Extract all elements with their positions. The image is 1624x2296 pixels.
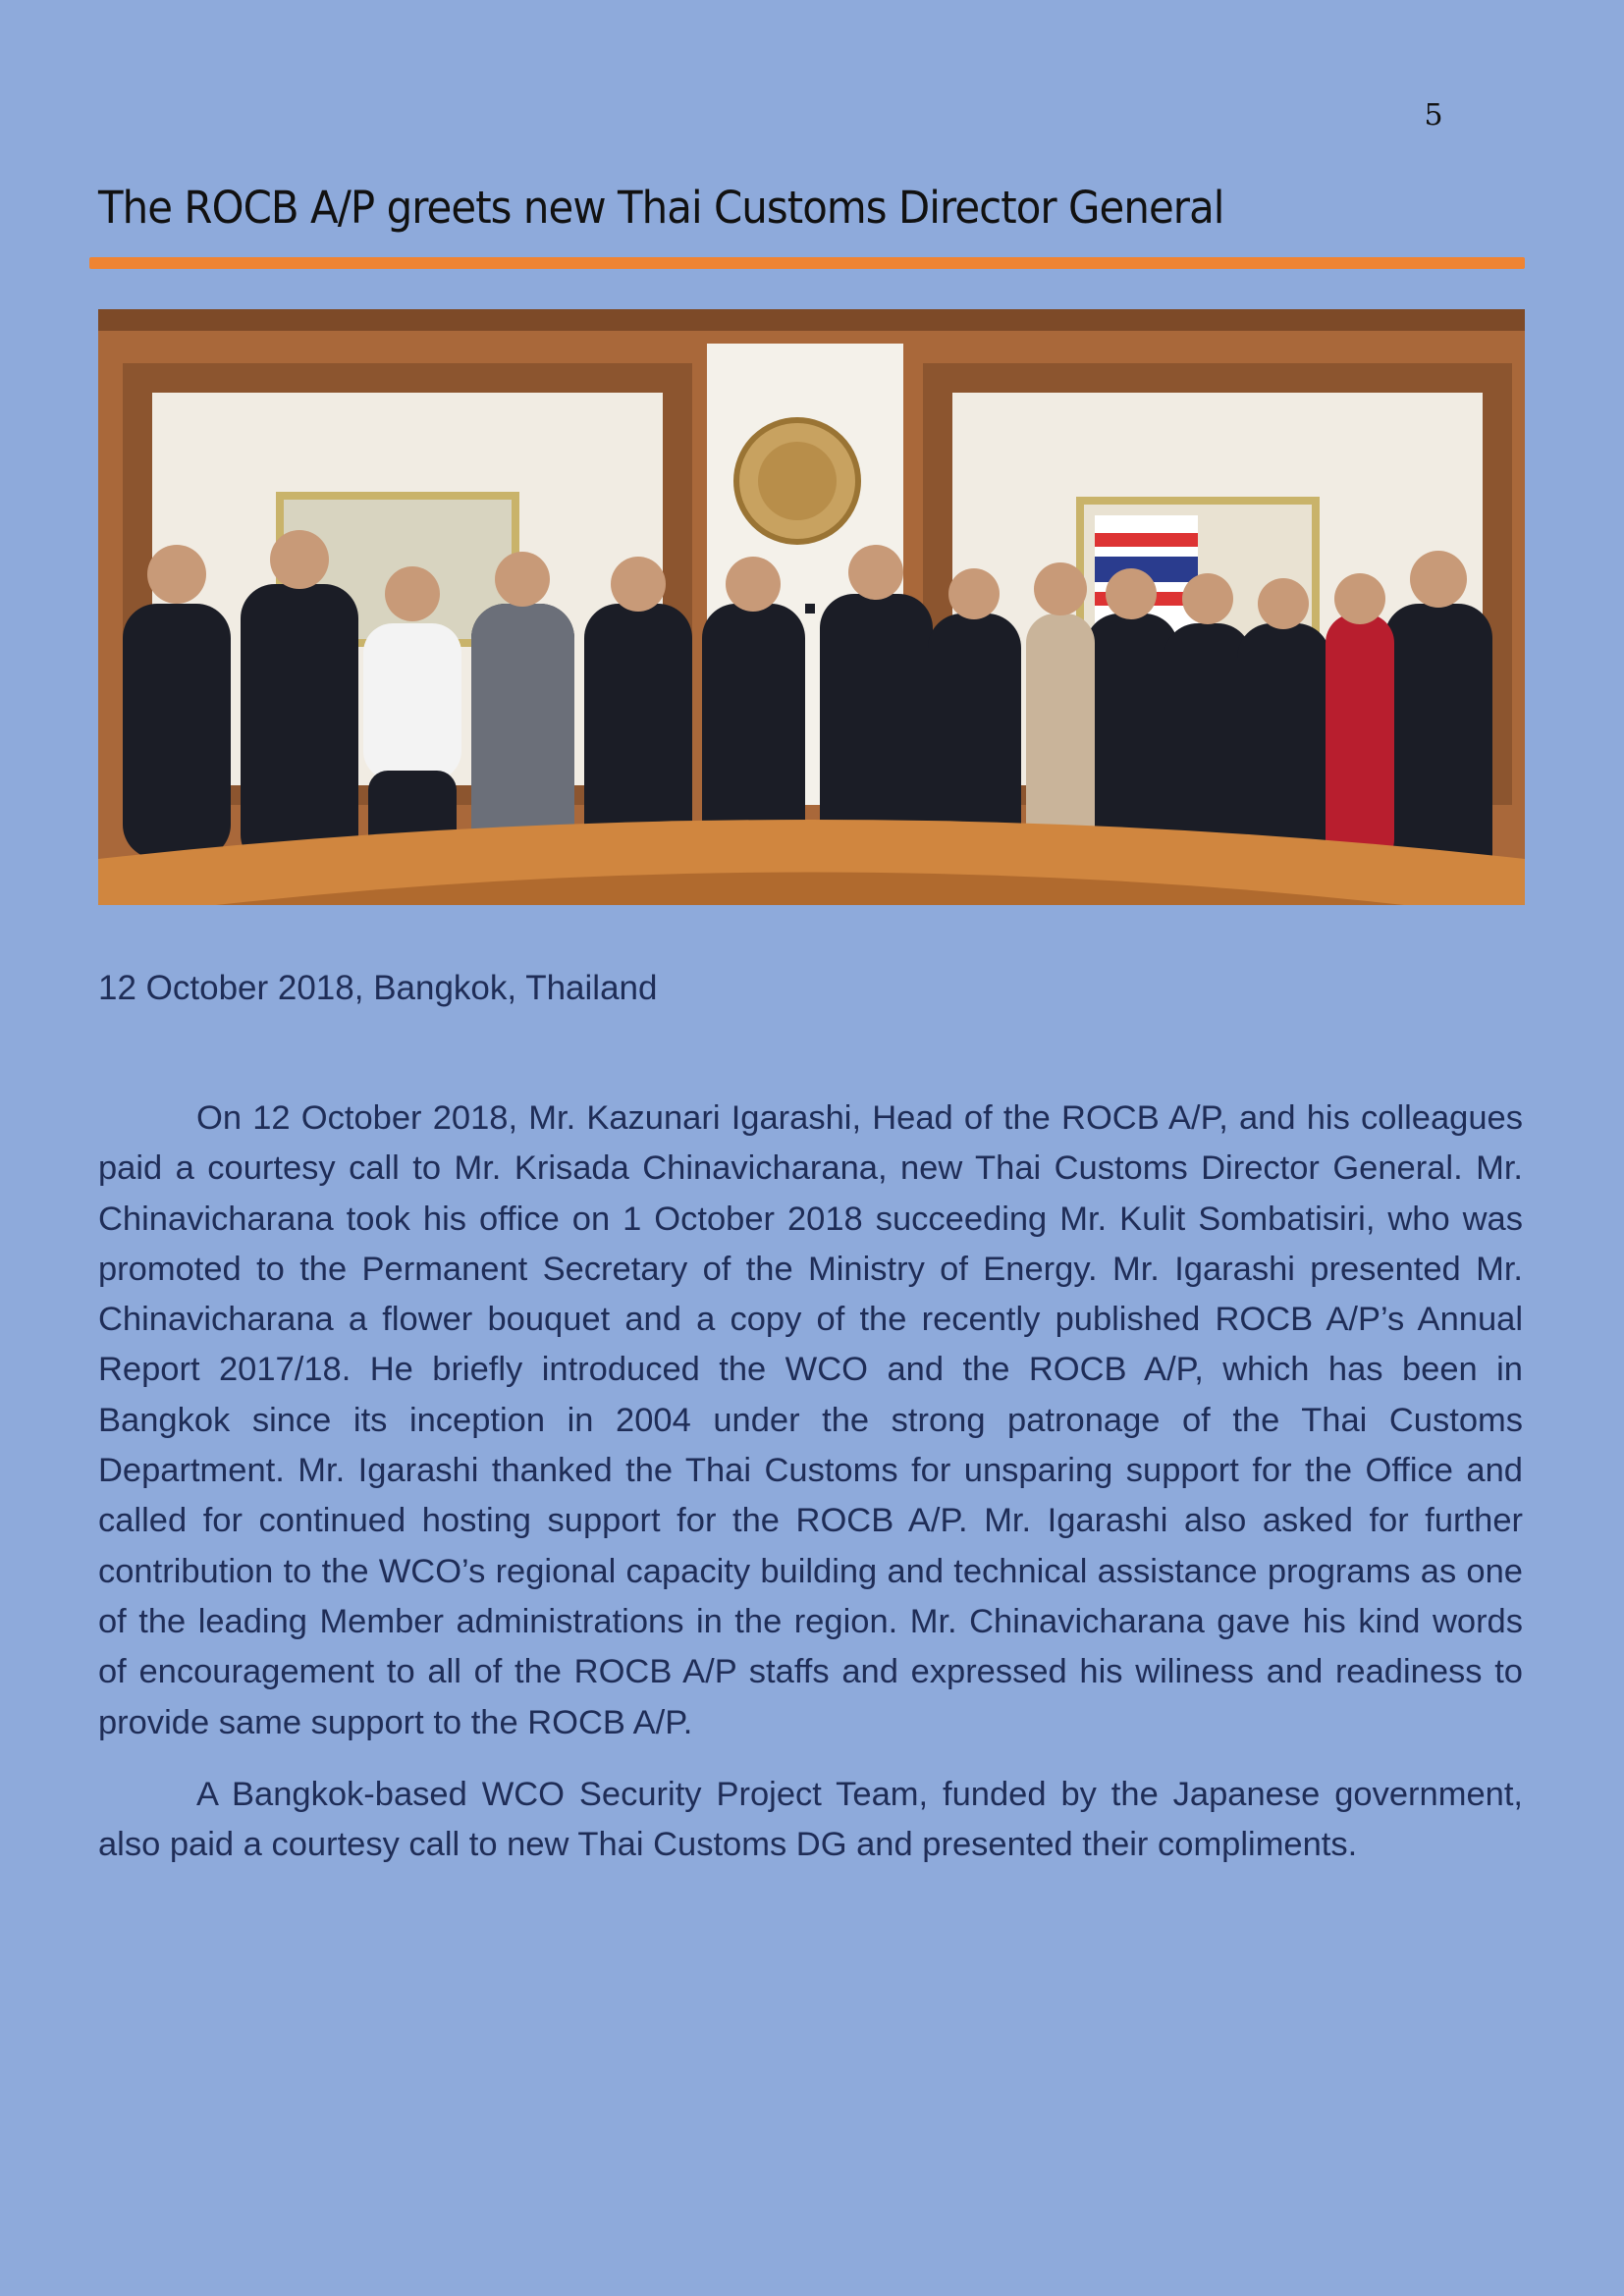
- article-dateline: 12 October 2018, Bangkok, Thailand: [98, 969, 658, 1007]
- paragraph: A Bangkok-based WCO Security Project Team, funded by the Japanese government, also paid a courtesy call to new Thai Customs DG and presented their compliments.: [98, 1775, 1523, 1864]
- group-photo-illustration: [98, 309, 1525, 905]
- article-body: [98, 1094, 1523, 1892]
- article-title: The ROCB A/P greets new Thai Customs Director General: [98, 182, 1224, 234]
- group-photo: [98, 309, 1525, 905]
- page-number: 5: [1424, 98, 1443, 133]
- paragraph: On 12 October 2018, Mr. Kazunari Igarashi, Head of the ROCB A/P, and his colleagues paid a courtesy call to Mr. Krisada Chinavicharana, new Thai Customs Director General. Mr. Chinavicharana took his office on 1 October 2018 succeeding Mr. Kulit Sombatisiri, who was promoted to the Permanent Secretary of the Ministry of Energy. Mr. Igarashi presented Mr. Chinavicharana a flower bouquet and a copy of the recently published ROCB A/P’s Annual Report 2017/18. He briefly introduced the WCO and the ROCB A/P, which has been in Bangkok since its inception in 2004 under the strong patronage of the Thai Customs Department. Mr. Igarashi thanked the Thai Customs for unsparing support for the Office and called for continued hosting support for the ROCB A/P. Mr. Igarashi also asked for further contribution to the WCO’s regional capacity building and technical assistance programs as one of the leading Member administrations in the region. Mr. Chinavicharana gave his kind words of encouragement to all of the ROCB A/P staffs and expressed his wiliness and readiness to provide same support to the ROCB A/P.: [98, 1099, 1523, 1741]
- title-divider: [89, 257, 1525, 269]
